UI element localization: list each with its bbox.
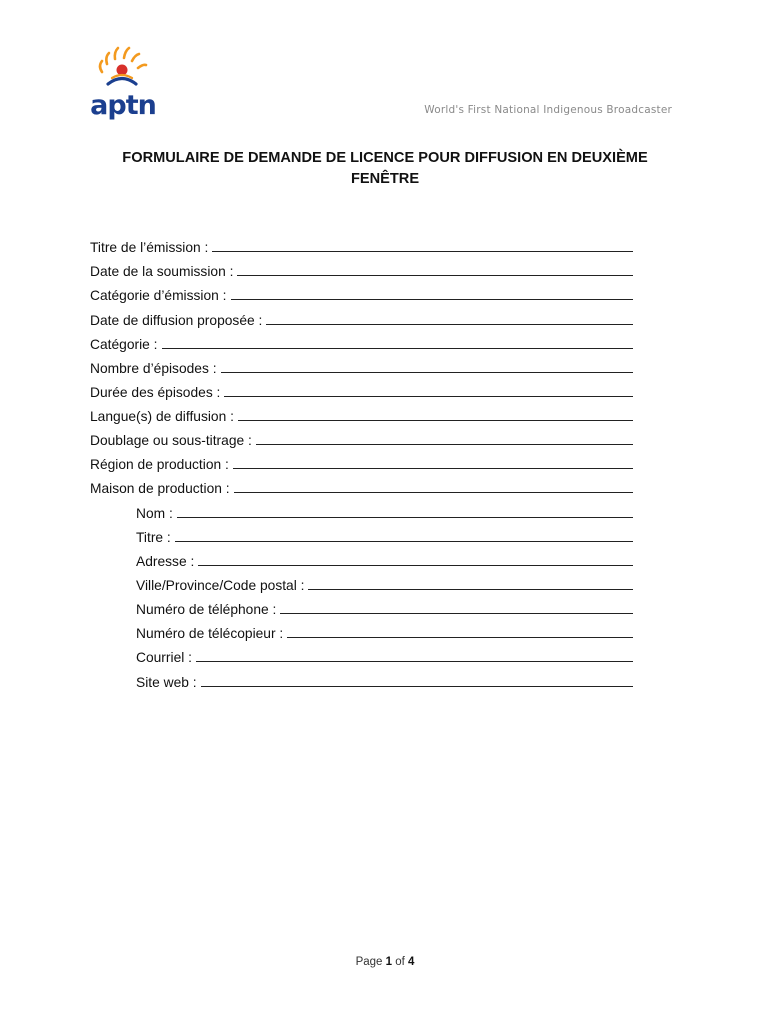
field-telecopieur[interactable] [136,623,633,641]
field-date-diffusion[interactable] [90,310,633,328]
fill-line[interactable] [162,348,634,349]
fill-line[interactable] [308,589,633,590]
field-label: Numéro de téléphone : [136,602,277,617]
fill-line[interactable] [224,396,633,397]
field-label: Doublage ou sous-titrage : [90,433,252,448]
field-maison-production[interactable] [90,478,633,496]
fill-line[interactable] [256,444,633,445]
field-courriel[interactable] [136,647,633,665]
field-label: Courriel : [136,650,192,665]
fill-line[interactable] [280,613,633,614]
field-label: Catégorie : [90,337,158,352]
fill-line[interactable] [237,275,633,276]
page-title [90,148,680,190]
field-nom[interactable] [136,503,633,521]
tagline: World's First National Indigenous Broadcaster [424,104,672,116]
fill-line[interactable] [177,517,633,518]
field-categorie-emission[interactable] [90,285,633,303]
field-label: Titre : [136,530,171,545]
field-doublage[interactable] [90,430,633,448]
field-label: Date de la soumission : [90,264,234,279]
field-label: Langue(s) de diffusion : [90,409,234,424]
page-word: Page [355,956,383,968]
logo-wordmark: aptn [90,90,156,121]
field-site-web[interactable] [136,672,633,690]
fill-line[interactable] [266,324,633,325]
fill-line[interactable] [231,299,633,300]
field-ville[interactable] [136,575,633,593]
field-label: Site web : [136,675,197,690]
field-categorie[interactable] [90,334,633,352]
title-line-2: FENÊTRE [350,171,420,187]
field-nombre-episodes[interactable] [90,358,633,376]
field-label: Nom : [136,506,173,521]
field-label: Adresse : [136,554,195,569]
fill-line[interactable] [175,541,633,542]
fill-line[interactable] [212,251,633,252]
page-current: 1 [385,956,393,968]
field-label: Date de diffusion proposée : [90,313,263,328]
page-total: 4 [408,956,415,968]
field-titre-emission[interactable] [90,237,633,255]
field-label: Ville/Province/Code postal : [136,578,305,593]
field-label: Catégorie d’émission : [90,288,227,303]
of-word: of [395,956,405,968]
fill-line[interactable] [287,637,633,638]
field-label: Région de production : [90,457,229,472]
fill-line[interactable] [233,468,633,469]
fill-line[interactable] [234,492,633,493]
field-label: Nombre d’épisodes : [90,361,217,376]
fill-line[interactable] [196,661,633,662]
field-date-soumission[interactable] [90,261,633,279]
fill-line[interactable] [201,686,633,687]
field-label: Titre de l’émission : [90,240,209,255]
field-region[interactable] [90,454,633,472]
sun-feather-icon [88,42,158,92]
title-line-1: FORMULAIRE DE DEMANDE DE LICENCE POUR DIFFUSION EN DEUXIÈME [122,150,648,166]
page-footer [0,956,770,968]
fill-line[interactable] [221,372,633,373]
fill-line[interactable] [198,565,633,566]
field-telephone[interactable] [136,599,633,617]
fill-line[interactable] [238,420,633,421]
field-adresse[interactable] [136,551,633,569]
field-label: Maison de production : [90,481,230,496]
aptn-logo [88,42,158,122]
field-titre[interactable] [136,527,633,545]
field-duree-episodes[interactable] [90,382,633,400]
field-label: Numéro de télécopieur : [136,626,284,641]
field-label: Durée des épisodes : [90,385,221,400]
field-langues[interactable] [90,406,633,424]
